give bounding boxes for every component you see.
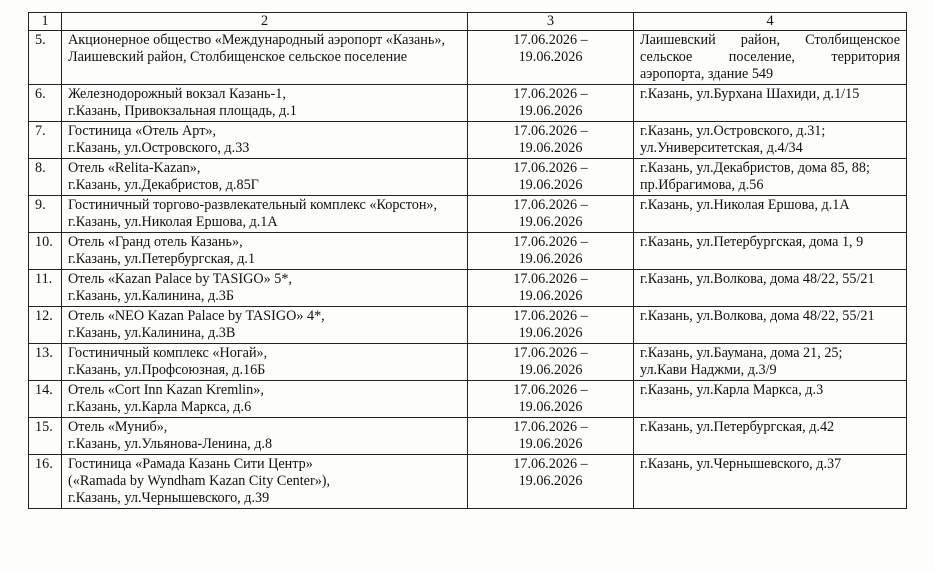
- object-name-line: г.Казань, ул.Ульянова-Ленина, д.8: [68, 436, 273, 452]
- location-line: г.Казань, ул.Петербургская, дома 1, 9: [640, 234, 864, 250]
- row-number: 14.: [29, 381, 62, 418]
- table-body: [29, 31, 907, 509]
- location-cell: [634, 344, 907, 381]
- location-cell: [634, 159, 907, 196]
- date-range-cell: [468, 85, 634, 122]
- location-cell: [634, 307, 907, 344]
- date-start: 17.06.2026 –: [513, 197, 588, 213]
- object-name-cell: [62, 418, 468, 455]
- object-name-line: г.Казань, ул.Калинина, д.3В: [68, 325, 236, 341]
- date-range-cell: [468, 344, 634, 381]
- location-line: пр.Ибрагимова, д.56: [640, 177, 764, 193]
- date-start: 17.06.2026 –: [513, 382, 588, 398]
- date-range-cell: [468, 196, 634, 233]
- object-name-line: Гостиничный торгово-развлекательный комплекс «Корстон»,: [68, 197, 438, 213]
- date-end: 19.06.2026: [518, 103, 583, 119]
- location-line: г.Казань, ул.Чернышевского, д.37: [640, 456, 842, 472]
- object-name-line: Лаишевский район, Столбищенское сельское поселение: [68, 49, 408, 65]
- date-start: 17.06.2026 –: [513, 32, 588, 48]
- row-number: 15.: [29, 418, 62, 455]
- header-col-4: 4: [634, 13, 907, 31]
- row-number: 9.: [29, 196, 62, 233]
- location-line: г.Казань, ул.Бурхана Шахиди, д.1/15: [640, 86, 860, 102]
- date-end: 19.06.2026: [518, 436, 583, 452]
- row-number: 16.: [29, 455, 62, 509]
- location-cell: [634, 418, 907, 455]
- location-line: г.Казань, ул.Декабристов, дома 85, 88;: [640, 160, 870, 176]
- table-row: [29, 159, 907, 196]
- object-name-line: г.Казань, ул.Чернышевского, д.39: [68, 490, 270, 506]
- table-row: [29, 85, 907, 122]
- object-name-cell: [62, 270, 468, 307]
- header-col-3: 3: [468, 13, 634, 31]
- object-name-cell: [62, 233, 468, 270]
- date-end: 19.06.2026: [518, 140, 583, 156]
- object-name-cell: [62, 307, 468, 344]
- object-name-line: Гостиничный комплекс «Ногай»,: [68, 345, 268, 361]
- location-cell: [634, 31, 907, 85]
- table-row: [29, 196, 907, 233]
- date-end: 19.06.2026: [518, 251, 583, 267]
- object-name-cell: [62, 159, 468, 196]
- table-row: [29, 344, 907, 381]
- date-range-cell: [468, 307, 634, 344]
- date-end: 19.06.2026: [518, 325, 583, 341]
- date-start: 17.06.2026 –: [513, 123, 588, 139]
- object-name-line: г.Казань, ул.Профсоюзная, д.16Б: [68, 362, 266, 378]
- header-col-1: 1: [29, 13, 62, 31]
- date-start: 17.06.2026 –: [513, 86, 588, 102]
- object-name-line: Отель «NEO Kazan Palace by TASIGO» 4*,: [68, 308, 325, 324]
- date-start: 17.06.2026 –: [513, 345, 588, 361]
- table-row: [29, 270, 907, 307]
- table-row: [29, 455, 907, 509]
- date-range-cell: [468, 270, 634, 307]
- location-line: ул.Кави Наджми, д.3/9: [640, 362, 777, 378]
- header-col-2: 2: [62, 13, 468, 31]
- object-name-line: Отель «Гранд отель Казань»,: [68, 234, 243, 250]
- row-number: 8.: [29, 159, 62, 196]
- row-number: 11.: [29, 270, 62, 307]
- object-name-line: Железнодорожный вокзал Казань-1,: [68, 86, 286, 102]
- location-cell: [634, 270, 907, 307]
- object-name-cell: [62, 344, 468, 381]
- object-name-line: г.Казань, ул.Петербургская, д.1: [68, 251, 256, 267]
- row-number: 6.: [29, 85, 62, 122]
- date-end: 19.06.2026: [518, 49, 583, 65]
- location-cell: [634, 122, 907, 159]
- location-line: г.Казань, ул.Карла Маркса, д.3: [640, 382, 824, 398]
- date-end: 19.06.2026: [518, 362, 583, 378]
- object-name-line: Гостиница «Отель Арт»,: [68, 123, 217, 139]
- row-number: 12.: [29, 307, 62, 344]
- date-end: 19.06.2026: [518, 473, 583, 489]
- location-cell: [634, 196, 907, 233]
- object-name-cell: [62, 31, 468, 85]
- location-line: г.Казань, ул.Николая Ершова, д.1А: [640, 197, 850, 213]
- date-start: 17.06.2026 –: [513, 271, 588, 287]
- table-row: [29, 381, 907, 418]
- date-range-cell: [468, 31, 634, 85]
- object-name-line: Акционерное общество «Международный аэропорт «Казань»,: [68, 32, 446, 48]
- date-start: 17.06.2026 –: [513, 456, 588, 472]
- date-start: 17.06.2026 –: [513, 234, 588, 250]
- object-name-line: Отель «Relita-Kazan»,: [68, 160, 201, 176]
- object-name-line: Гостиница «Рамада Казань Сити Центр»: [68, 456, 313, 472]
- registry-table: [28, 12, 907, 509]
- table-row: [29, 307, 907, 344]
- date-range-cell: [468, 233, 634, 270]
- row-number: 7.: [29, 122, 62, 159]
- row-number: 5.: [29, 31, 62, 85]
- object-name-line: г.Казань, ул.Николая Ершова, д.1А: [68, 214, 278, 230]
- location-cell: [634, 455, 907, 509]
- date-range-cell: [468, 381, 634, 418]
- table-row: [29, 31, 907, 85]
- location-cell: [634, 85, 907, 122]
- object-name-line: Отель «Kazan Palace by TASIGO» 5*,: [68, 271, 293, 287]
- date-end: 19.06.2026: [518, 288, 583, 304]
- object-name-cell: [62, 196, 468, 233]
- object-name-line: г.Казань, ул.Островского, д.33: [68, 140, 250, 156]
- date-end: 19.06.2026: [518, 399, 583, 415]
- object-name-cell: [62, 122, 468, 159]
- location-line: г.Казань, ул.Волкова, дома 48/22, 55/21: [640, 271, 875, 287]
- date-range-cell: [468, 122, 634, 159]
- object-name-cell: [62, 85, 468, 122]
- object-name-line: Отель «Муниб»,: [68, 419, 168, 435]
- date-end: 19.06.2026: [518, 177, 583, 193]
- object-name-line: г.Казань, Привокзальная площадь, д.1: [68, 103, 297, 119]
- location-cell: [634, 233, 907, 270]
- location-line: г.Казань, ул.Островского, д.31;: [640, 123, 826, 139]
- table-row: [29, 233, 907, 270]
- object-name-line: г.Казань, ул.Декабристов, д.85Г: [68, 177, 259, 193]
- date-range-cell: [468, 455, 634, 509]
- object-name-cell: [62, 381, 468, 418]
- header-row: [29, 13, 907, 31]
- date-range-cell: [468, 418, 634, 455]
- date-start: 17.06.2026 –: [513, 308, 588, 324]
- date-start: 17.06.2026 –: [513, 160, 588, 176]
- object-name-line: Отель «Cort Inn Kazan Kremlin»,: [68, 382, 264, 398]
- location-line: ул.Университетская, д.4/34: [640, 140, 803, 156]
- location-line: г.Казань, ул.Петербургская, д.42: [640, 419, 835, 435]
- date-start: 17.06.2026 –: [513, 419, 588, 435]
- object-name-line: г.Казань, ул.Карла Маркса, д.6: [68, 399, 252, 415]
- date-range-cell: [468, 159, 634, 196]
- location-line: Лаишевский район, Столбищенское сельское поселение, территория аэропорта, здание 549: [640, 32, 900, 82]
- location-line: г.Казань, ул.Волкова, дома 48/22, 55/21: [640, 308, 875, 324]
- object-name-line: («Ramada by Wyndham Kazan City Center»),: [68, 473, 331, 489]
- location-cell: [634, 381, 907, 418]
- date-end: 19.06.2026: [518, 214, 583, 230]
- table-row: [29, 122, 907, 159]
- location-line: г.Казань, ул.Баумана, дома 21, 25;: [640, 345, 843, 361]
- table-row: [29, 418, 907, 455]
- object-name-line: г.Казань, ул.Калинина, д.3Б: [68, 288, 235, 304]
- row-number: 13.: [29, 344, 62, 381]
- object-name-cell: [62, 455, 468, 509]
- row-number: 10.: [29, 233, 62, 270]
